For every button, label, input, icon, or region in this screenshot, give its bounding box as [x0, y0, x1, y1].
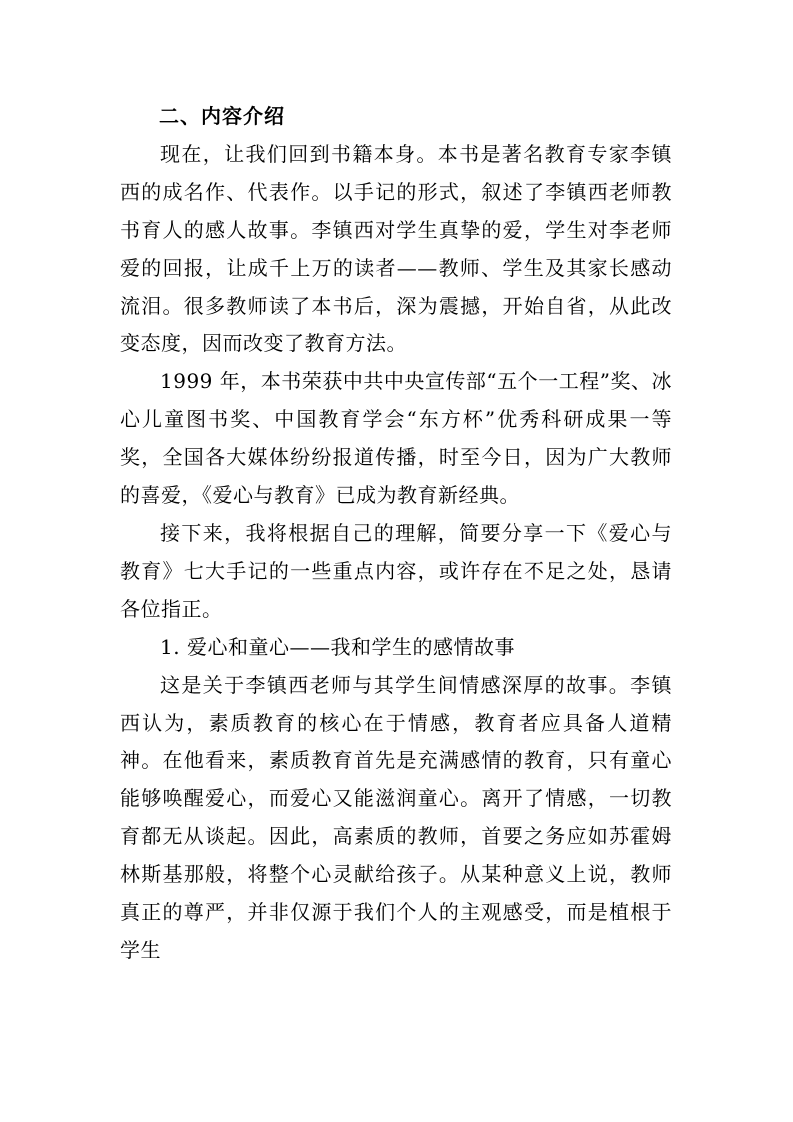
paragraph-awards: 1999 年，本书荣获中共中央宣传部“五个一工程”奖、冰心儿童图书奖、中国教育学会“东方杯”优秀科研成果一等奖，全国各大媒体纷纷报道传播，时至今日，因为广大教师的喜爱，《爱心与教育》已成为教育新经典。: [120, 369, 672, 508]
section-heading: 二、内容介绍: [159, 104, 285, 128]
paragraph-section-1: 这是关于李镇西老师与其学生间情感深厚的故事。李镇西认为，素质教育的核心在于情感，教育者应具备人道精神。在他看来，素质教育首先是充满感情的教育，只有童心能够唤醒爱心，而爱心又能滋润童心。离开了情感，一切教育都无从谈起。因此，高素质的教师，首要之务应如苏霍姆林斯基那般，将整个心灵献给孩子。从某种意义上说，教师真正的尊严，并非仅源于我们个人的主观感受，而是植根于学生: [120, 672, 672, 962]
paragraph-outline: 接下来，我将根据自己的理解，简要分享一下《爱心与教育》七大手记的一些重点内容，或许存在不足之处，恳请各位指正。: [120, 520, 672, 621]
paragraph-intro: 现在，让我们回到书籍本身。本书是著名教育专家李镇西的成名作、代表作。以手记的形式，叙述了李镇西老师教书育人的感人故事。李镇西对学生真挚的爱，学生对李老师爱的回报，让成千上万的读者——教师、学生及其家长感动流泪。很多教师读了本书后，深为震撼，开始自省，从此改变态度，因而改变了教育方法。: [120, 141, 672, 356]
subsection-title: 1. 爱心和童心——我和学生的感情故事: [160, 634, 515, 659]
document-body: [120, 98, 672, 970]
